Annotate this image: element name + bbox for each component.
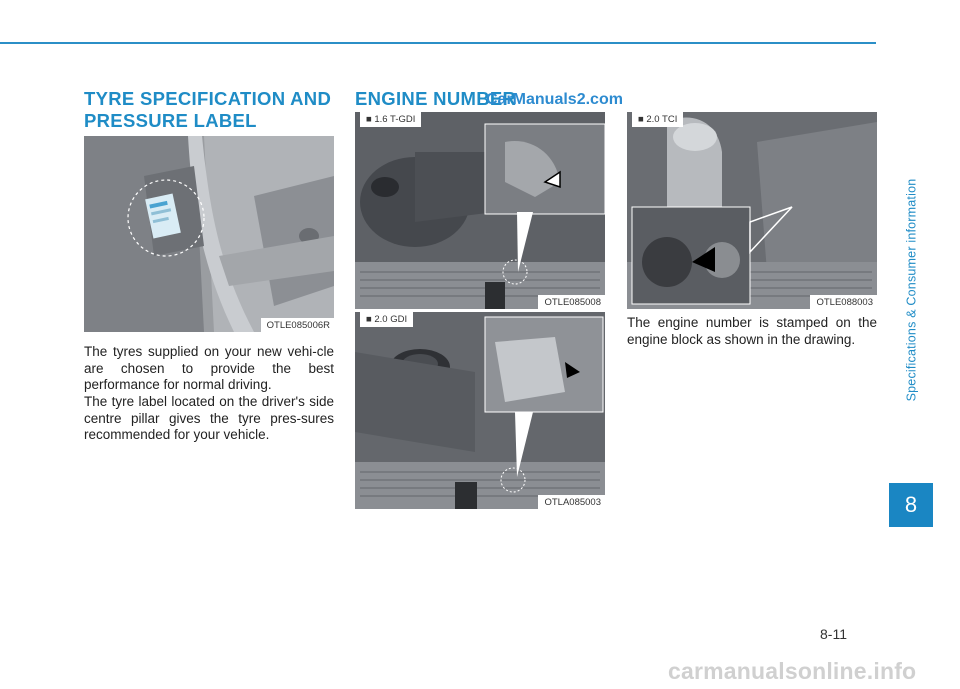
page-number: 8-11 xyxy=(820,626,847,642)
engine-tag-1: ■ 1.6 T-GDI xyxy=(360,112,421,127)
chapter-number-badge: 8 xyxy=(889,483,933,527)
engine-code-1: OTLE085008 xyxy=(538,295,605,309)
tyre-title-line1: TYRE SPECIFICATION AND xyxy=(84,88,332,109)
site-watermark: carmanualsonline.info xyxy=(668,658,917,684)
engine-photo-1-6-tgdi xyxy=(355,112,605,309)
carmanuals-watermark: CarManuals2.com xyxy=(486,91,623,108)
section-title: Specifications & Consumer information xyxy=(904,178,918,402)
engine-photo-2-0-tci xyxy=(627,112,877,309)
engine-paragraph: The engine number is stamped on the engine block as shown in the drawing. xyxy=(627,315,877,347)
engine-photo-2-0-gdi xyxy=(355,312,605,509)
tyre-label-photo xyxy=(84,136,334,332)
header-rule xyxy=(0,42,876,44)
engine-code-3: OTLE088003 xyxy=(810,295,877,309)
tyre-paragraph-2: The tyre label located on the driver's side centre pillar gives the tyre pres-sures recommended for your vehicle. xyxy=(84,394,334,442)
tyre-image-code: OTLE085006R xyxy=(261,318,334,332)
engine-code-2: OTLA085003 xyxy=(538,495,605,509)
tyre-section-title xyxy=(84,88,344,132)
section-side-label xyxy=(897,100,925,480)
engine-tag-3: ■ 2.0 TCI xyxy=(632,112,683,127)
tyre-title-line2: PRESSURE LABEL xyxy=(84,110,257,131)
tyre-paragraph-1: The tyres supplied on your new vehi-cle are chosen to provide the best performance for normal driving. xyxy=(84,344,334,392)
engine-section-title: ENGINE NUMBER xyxy=(355,88,517,109)
engine-tag-2: ■ 2.0 GDI xyxy=(360,312,413,327)
